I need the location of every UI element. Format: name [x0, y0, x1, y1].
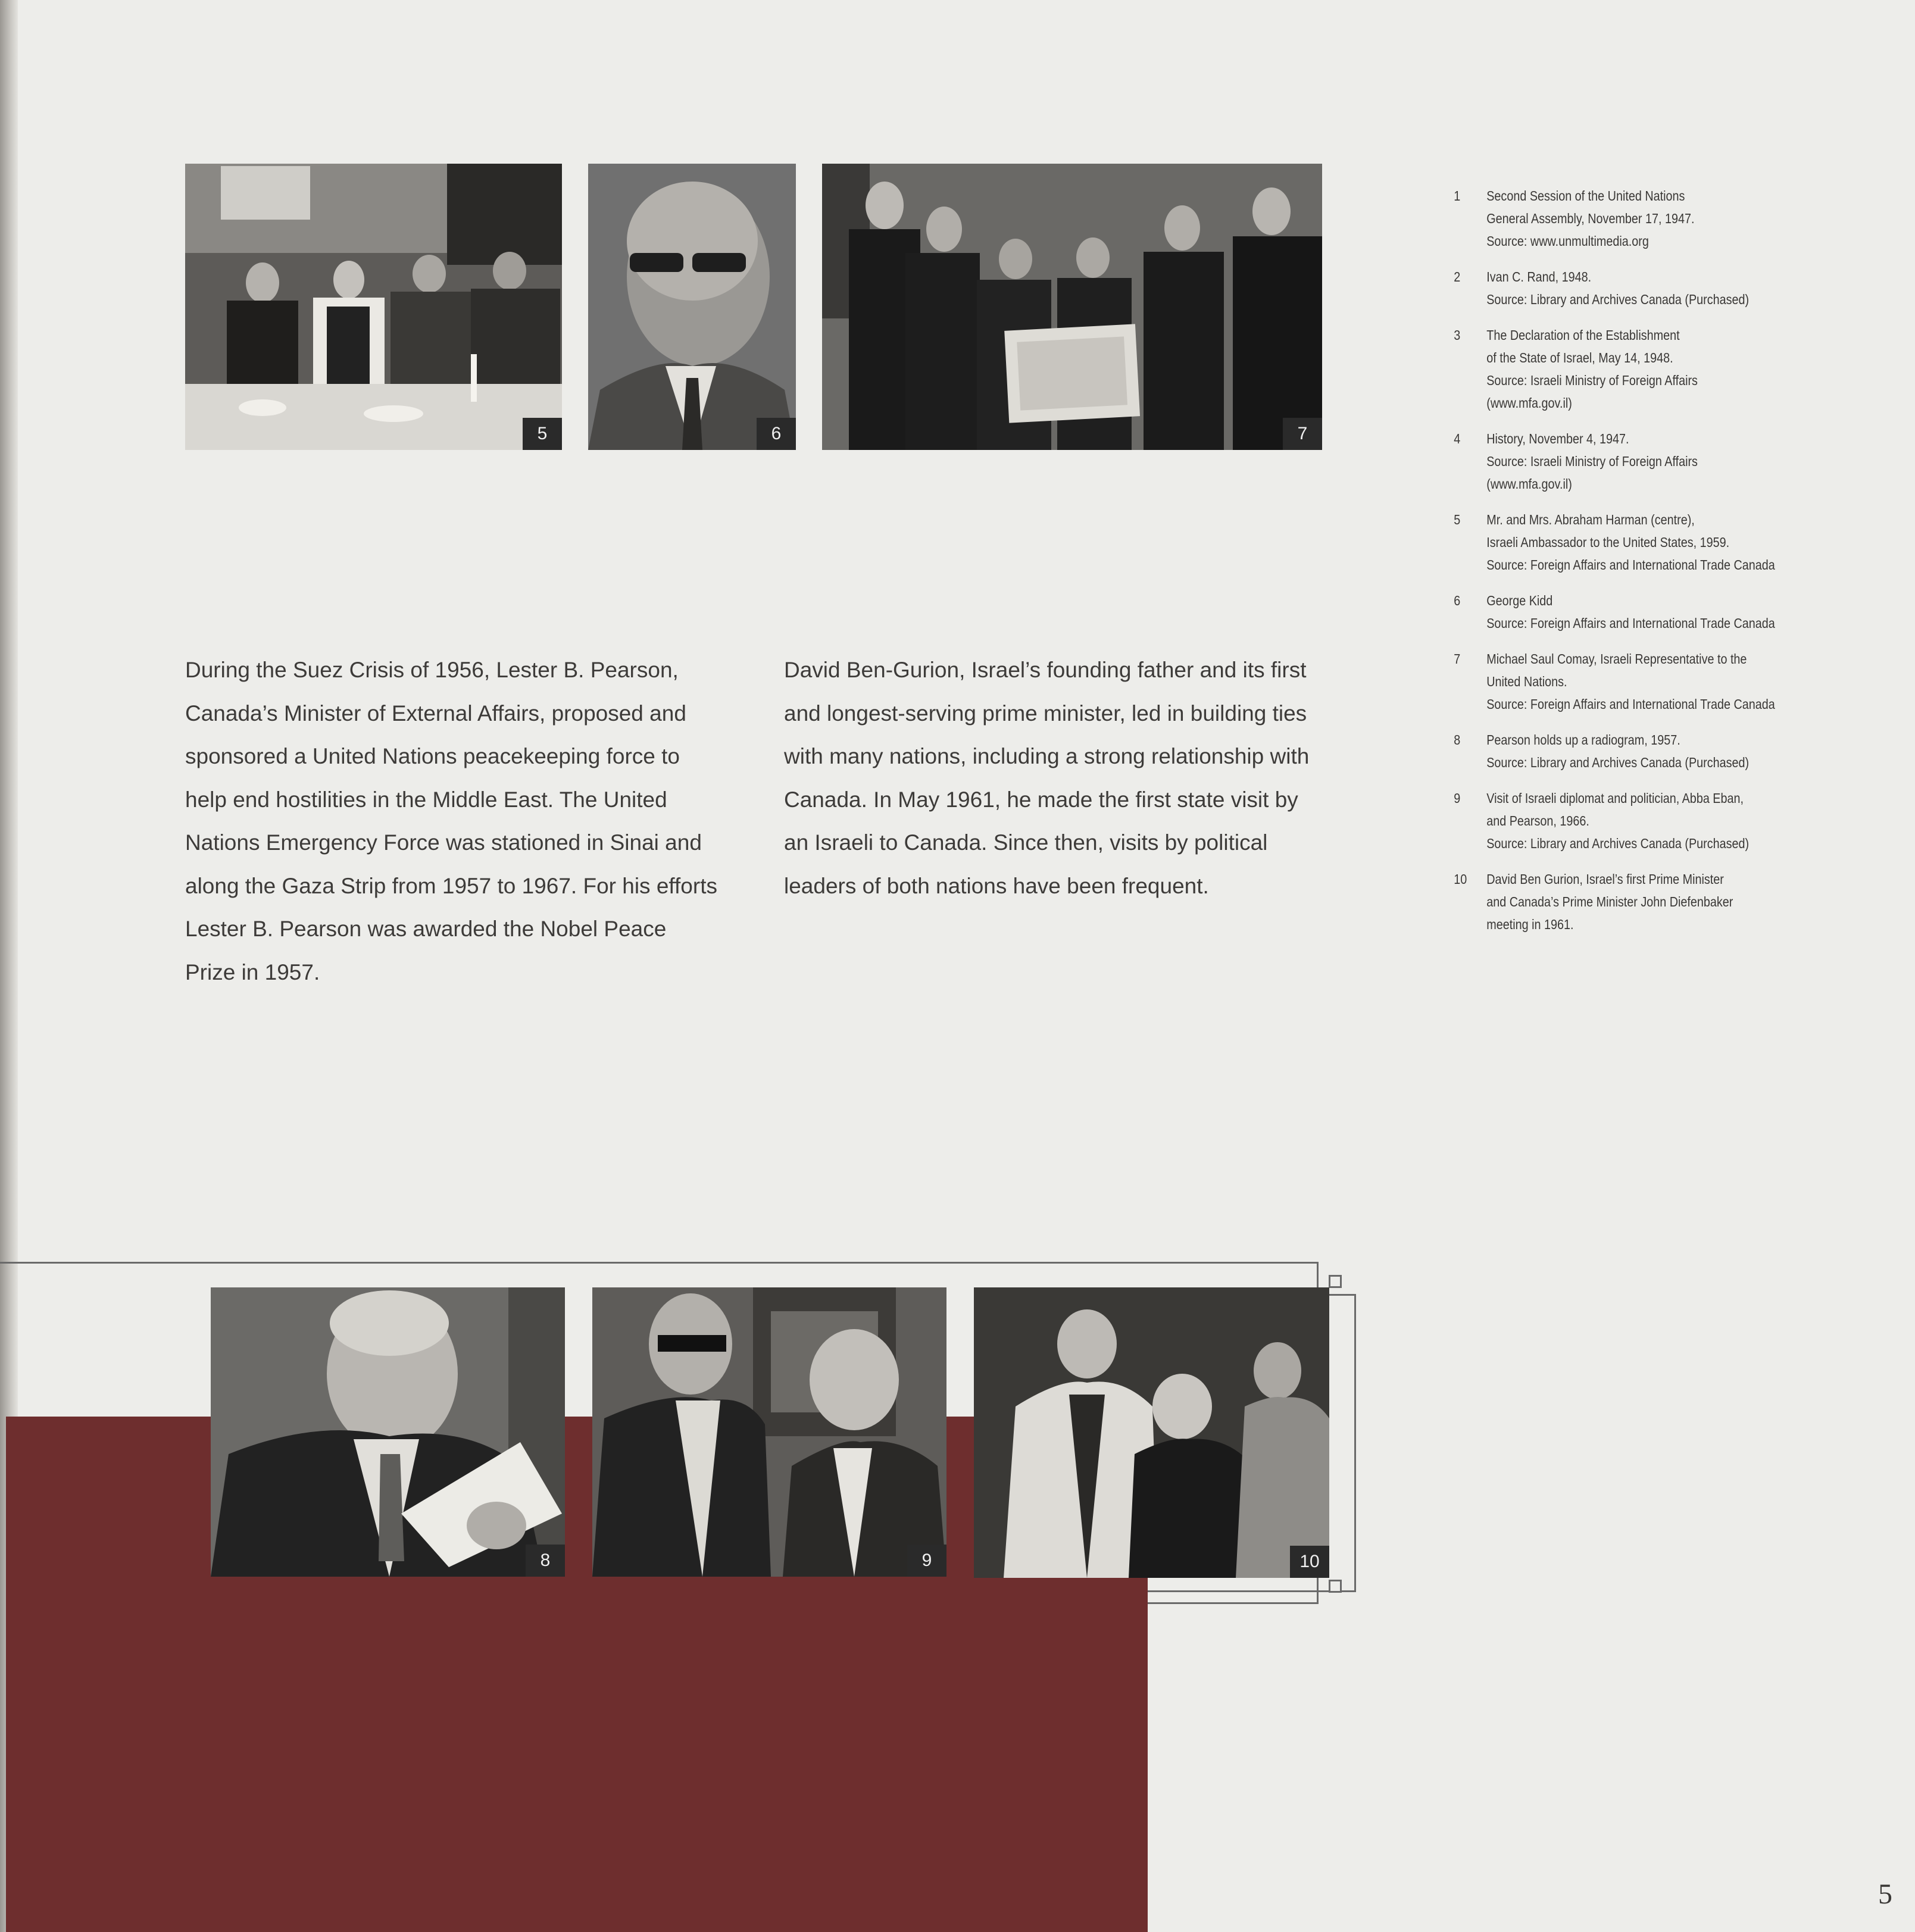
caption-line: The Declaration of the Establishment [1486, 327, 1680, 343]
caption-number: 8 [1454, 732, 1461, 748]
caption-line: Michael Saul Comay, Israeli Representative to the [1486, 651, 1747, 667]
caption-line: Source: Library and Archives Canada (Purchased) [1486, 292, 1750, 307]
photo-number-badge: 6 [757, 418, 796, 450]
caption-line: Source: Foreign Affairs and International Trade Canada [1486, 557, 1775, 573]
photo-number-badge: 10 [1290, 1546, 1329, 1578]
caption-line: Israeli Ambassador to the United States, 1959. [1486, 534, 1730, 550]
caption-item [1444, 508, 1775, 576]
caption-item [1444, 427, 1761, 495]
photo-comay-group [822, 164, 1322, 450]
caption-item [1444, 324, 1761, 414]
caption-line: Second Session of the United Nations [1486, 188, 1685, 204]
caption-item [1444, 589, 1775, 634]
caption-line: Source: Foreign Affairs and International Trade Canada [1486, 615, 1775, 631]
body-paragraph-right [784, 649, 1329, 908]
caption-item [1444, 729, 1761, 774]
photo-captions-list [1444, 185, 1813, 949]
photo-number-badge: 8 [526, 1545, 565, 1577]
frame-top-line [0, 1262, 1318, 1264]
caption-line: Visit of Israeli diplomat and politician, Abba Eban, [1486, 790, 1744, 806]
caption-line: Source: Israeli Ministry of Foreign Affairs [1486, 454, 1698, 469]
caption-line: Source: Foreign Affairs and International Trade Canada [1486, 696, 1775, 712]
caption-line: Source: Israeli Ministry of Foreign Affairs [1486, 373, 1698, 388]
page-number: 5 [1878, 1878, 1892, 1910]
frame-corner-bottom [1329, 1580, 1342, 1593]
photo-ben-gurion-diefenbaker [974, 1287, 1329, 1578]
pearson-suez-paragraph: During the Suez Crisis of 1956, Lester B. Pearson, Canada’s Minister of External Affairs, proposed and sponsored a United Nations peacekeeping force to help end hostilities in the Middle East. The United Nations Emergency Force was stationed in Sinai and along the Gaza Strip from 1957 to 1967. For his efforts Lester B. Pearson was awarded the Nobel Peace Prize in 1957. [185, 658, 717, 984]
photo-eban-pearson [592, 1287, 946, 1577]
caption-line: General Assembly, November 17, 1947. [1486, 211, 1695, 226]
caption-line: Source: www.unmultimedia.org [1486, 233, 1649, 249]
caption-number: 10 [1454, 871, 1467, 887]
caption-line: (www.mfa.gov.il) [1486, 395, 1572, 411]
caption-item [1444, 265, 1761, 311]
caption-number: 5 [1454, 512, 1461, 527]
caption-line: Mr. and Mrs. Abraham Harman (centre), [1486, 512, 1695, 527]
photo-pearson-radiogram [211, 1287, 565, 1577]
caption-number: 6 [1454, 593, 1461, 608]
caption-number: 4 [1454, 431, 1461, 446]
caption-line: David Ben Gurion, Israel’s first Prime Minister [1486, 871, 1724, 887]
caption-line: George Kidd [1486, 593, 1553, 608]
photo-number-badge: 5 [523, 418, 562, 450]
frame-inner-right [1354, 1294, 1356, 1592]
caption-line: Source: Library and Archives Canada (Purchased) [1486, 755, 1750, 770]
caption-number: 2 [1454, 269, 1461, 285]
ben-gurion-paragraph: David Ben-Gurion, Israel’s founding father and its first and longest-serving prime minister, led in building ties with many nations, including a strong relationship with Canada. In May 1961, he made the first state visit by an Israeli to Canada. Since then, visits by political leaders of both nations have been frequent. [784, 658, 1310, 898]
frame-corner-top [1329, 1275, 1342, 1288]
frame-inner-bottom [1148, 1590, 1356, 1592]
frame-bottom-line [1148, 1602, 1318, 1604]
caption-number: 3 [1454, 327, 1461, 343]
caption-line: and Canada’s Prime Minister John Diefenbaker [1486, 894, 1733, 909]
photo-harman-dinner [185, 164, 562, 450]
caption-line: meeting in 1961. [1486, 917, 1574, 932]
caption-line: of the State of Israel, May 14, 1948. [1486, 350, 1673, 365]
caption-item [1444, 185, 1761, 252]
photo-george-kidd [588, 164, 796, 450]
caption-line: History, November 4, 1947. [1486, 431, 1629, 446]
photo-number-badge: 9 [907, 1545, 946, 1577]
caption-line: (www.mfa.gov.il) [1486, 476, 1572, 492]
caption-line: United Nations. [1486, 674, 1567, 689]
caption-number: 1 [1454, 188, 1461, 204]
caption-item [1444, 648, 1775, 715]
caption-line: and Pearson, 1966. [1486, 813, 1589, 829]
caption-line: Pearson holds up a radiogram, 1957. [1486, 732, 1680, 748]
body-paragraph-left [185, 649, 721, 994]
caption-number: 7 [1454, 651, 1461, 667]
photo-number-badge: 7 [1283, 418, 1322, 450]
caption-item [1444, 787, 1761, 855]
caption-line: Ivan C. Rand, 1948. [1486, 269, 1592, 285]
caption-item [1444, 868, 1761, 936]
caption-line: Source: Library and Archives Canada (Purchased) [1486, 836, 1750, 851]
caption-number: 9 [1454, 790, 1461, 806]
